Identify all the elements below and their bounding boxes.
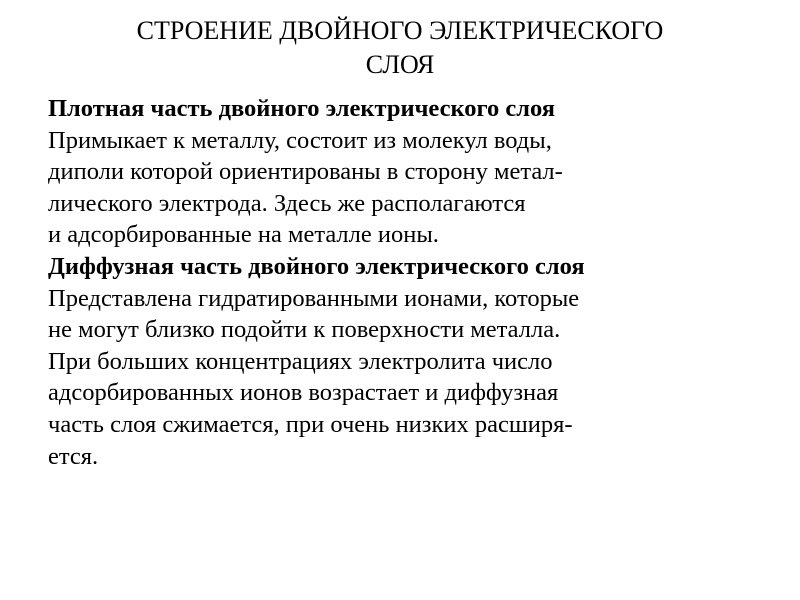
- section-2-heading: Диффузная часть двойного электрического слоя: [48, 252, 585, 280]
- section-2-line: ется.: [48, 442, 99, 470]
- title-line-2: СЛОЯ: [365, 50, 435, 79]
- section-1-line: лического электрода. Здесь же располагаются: [48, 189, 526, 217]
- section-2-line: адсорбированных ионов возрастает и диффузная: [48, 379, 559, 407]
- section-2-line: часть слоя сжимается, при очень низких расширя-: [48, 410, 573, 438]
- section-2-line: Представлена гидратированными ионами, которые: [48, 284, 580, 312]
- slide-content: [48, 93, 768, 472]
- section-2-line: не могут близко подойти к поверхности металла.: [48, 316, 561, 344]
- section-2-line: При больших концентрациях электролита число: [48, 347, 553, 375]
- section-1-line: Примыкает к металлу, состоит из молекул воды,: [48, 126, 552, 154]
- slide-title: [40, 14, 760, 82]
- section-1-line: и адсорбированные на металле ионы.: [48, 221, 439, 249]
- section-1-line: диполи которой ориентированы в сторону метал-: [48, 158, 563, 186]
- title-line-1: СТРОЕНИЕ ДВОЙНОГО ЭЛЕКТРИЧЕСКОГО: [136, 16, 664, 45]
- section-1-heading: Плотная часть двойного электрического слоя: [48, 95, 556, 122]
